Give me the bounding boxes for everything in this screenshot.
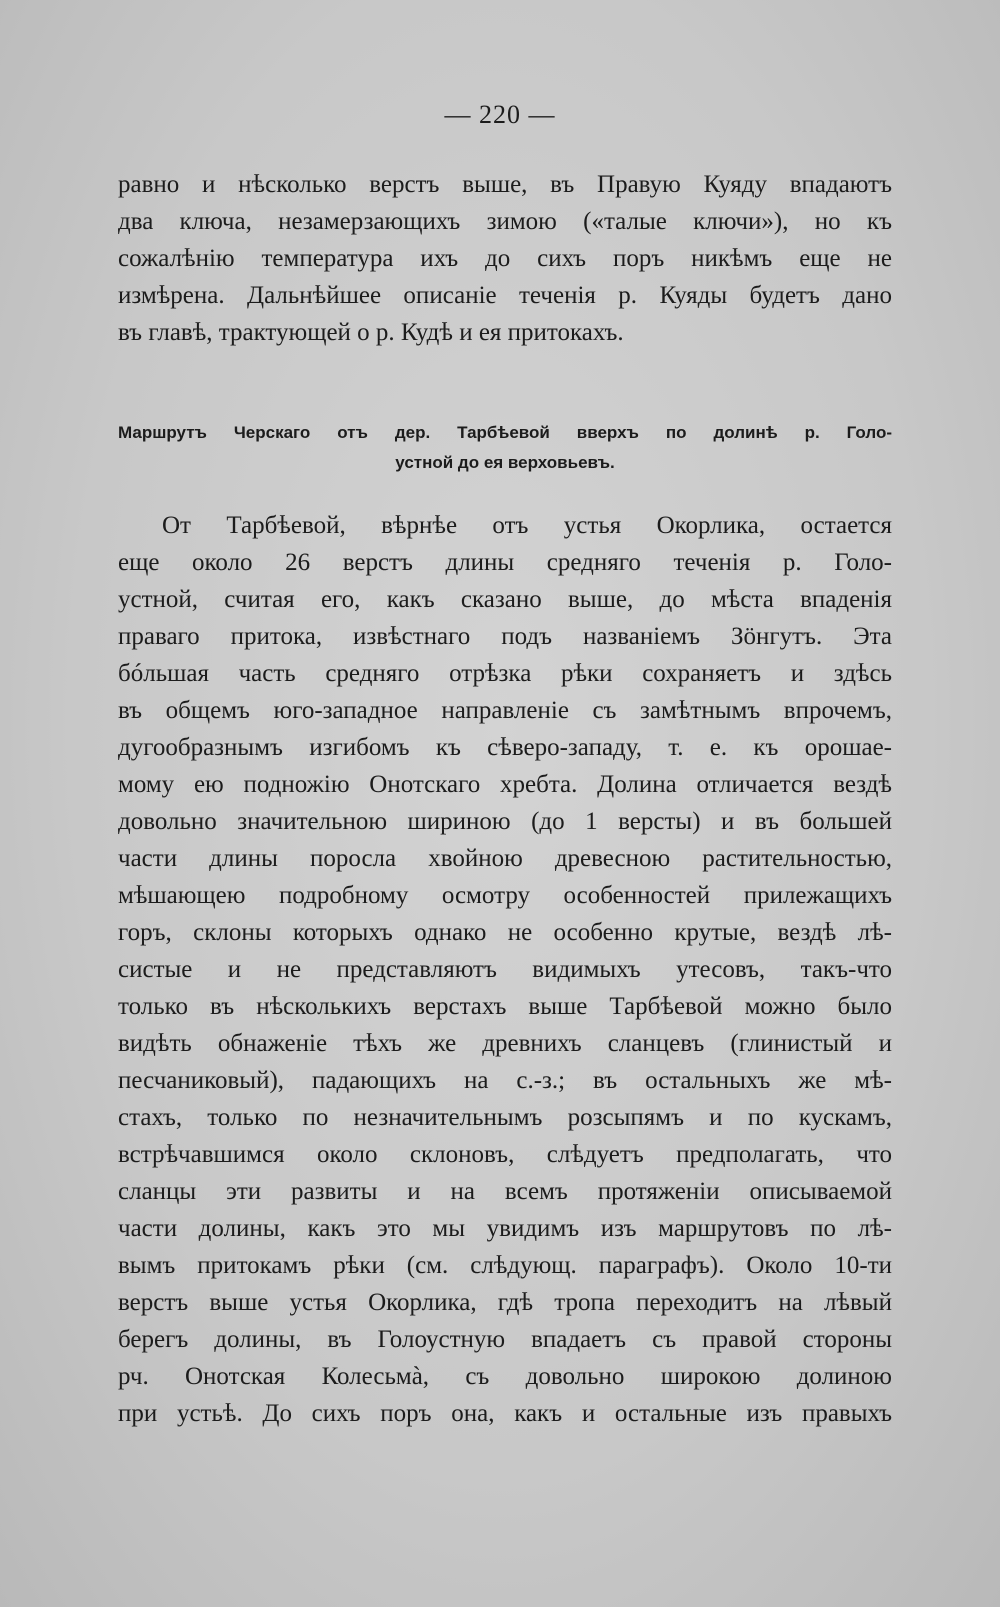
- text-line: От Тарбѣевой, вѣрнѣе отъ устья Окорлика, остается: [162, 512, 892, 539]
- text-line: систые и не представляютъ видимыхъ утесовъ, такъ-что: [118, 956, 892, 983]
- paragraph-1: [118, 166, 892, 351]
- text-line: горъ, склоны которыхъ однако не особенно крутые, вездѣ лѣ-: [118, 919, 892, 946]
- text-line: верстъ выше устья Окорлика, гдѣ тропа переходитъ на лѣвый: [118, 1289, 892, 1316]
- page-number: — 220 —: [444, 100, 556, 129]
- section-heading: [118, 418, 892, 478]
- text-line: берегъ долины, въ Голоустную впадаетъ съ правой стороны: [118, 1326, 892, 1353]
- text-line: праваго притока, извѣстнаго подъ названіемъ Зöнгутъ. Эта: [118, 623, 892, 650]
- text-line: стахъ, только по незначительнымъ розсыпямъ и по кускамъ,: [118, 1104, 892, 1131]
- text-line: два ключа, незамерзающихъ зимою («талые ключи»), но къ: [118, 208, 892, 235]
- heading-line: Маршрутъ Черскаго отъ дер. Тарбѣевой вверхъ по долинѣ р. Голо-: [118, 423, 892, 442]
- text-line: дугообразнымъ изгибомъ къ сѣверо-западу, т. е. къ орошае-: [118, 734, 892, 761]
- paragraph-2: [118, 507, 892, 1432]
- text-line: вымъ притокамъ рѣки (см. слѣдующ. параграфъ). Около 10-ти: [118, 1252, 892, 1279]
- text-line: рч. Онотская Колесьмà, съ довольно широкою долиною: [118, 1363, 892, 1390]
- text-line: части длины поросла хвойною древесною растительностью,: [118, 845, 892, 872]
- text-line: еще около 26 верстъ длины средняго теченія р. Голо-: [118, 549, 892, 576]
- text-line: измѣрена. Дальнѣйшее описаніе теченія р. Куяды будетъ дано: [118, 282, 892, 309]
- heading-line: устной до ея верховьевъ.: [395, 453, 615, 472]
- text-line: бóльшая часть средняго отрѣзка рѣки сохраняетъ и здѣсь: [118, 660, 892, 687]
- text-line: сожалѣнію температура ихъ до сихъ поръ никѣмъ еще не: [118, 245, 892, 272]
- text-line: мому ею подножію Онотскаго хребта. Долина отличается вездѣ: [118, 771, 892, 798]
- text-line: части долины, какъ это мы увидимъ изъ маршрутовъ по лѣ-: [118, 1215, 892, 1242]
- text-line: въ общемъ юго-западное направленіе съ замѣтнымъ впрочемъ,: [118, 697, 892, 724]
- text-line: при устьѣ. До сихъ поръ она, какъ и остальные изъ правыхъ: [118, 1400, 892, 1427]
- text-line: довольно значительною шириною (до 1 версты) и въ большей: [118, 808, 892, 835]
- text-line: видѣть обнаженіе тѣхъ же древнихъ сланцевъ (глинистый и: [118, 1030, 892, 1057]
- text-line: песчаниковый), падающихъ на с.-з.; въ остальныхъ же мѣ-: [118, 1067, 892, 1094]
- text-line: устной, считая его, какъ сказано выше, до мѣста впаденія: [118, 586, 892, 613]
- text-line: въ главѣ, трактующей о р. Кудѣ и ея притокахъ.: [118, 319, 624, 346]
- text-line: только въ нѣсколькихъ верстахъ выше Тарбѣевой можно было: [118, 993, 892, 1020]
- text-line: равно и нѣсколько верстъ выше, въ Правую Куяду впадаютъ: [118, 171, 892, 198]
- text-line: встрѣчавшимся около склоновъ, слѣдуетъ предполагать, что: [118, 1141, 892, 1168]
- text-line: мѣшающею подробному осмотру особенностей прилежащихъ: [118, 882, 892, 909]
- text-line: сланцы эти развиты и на всемъ протяженіи описываемой: [118, 1178, 892, 1205]
